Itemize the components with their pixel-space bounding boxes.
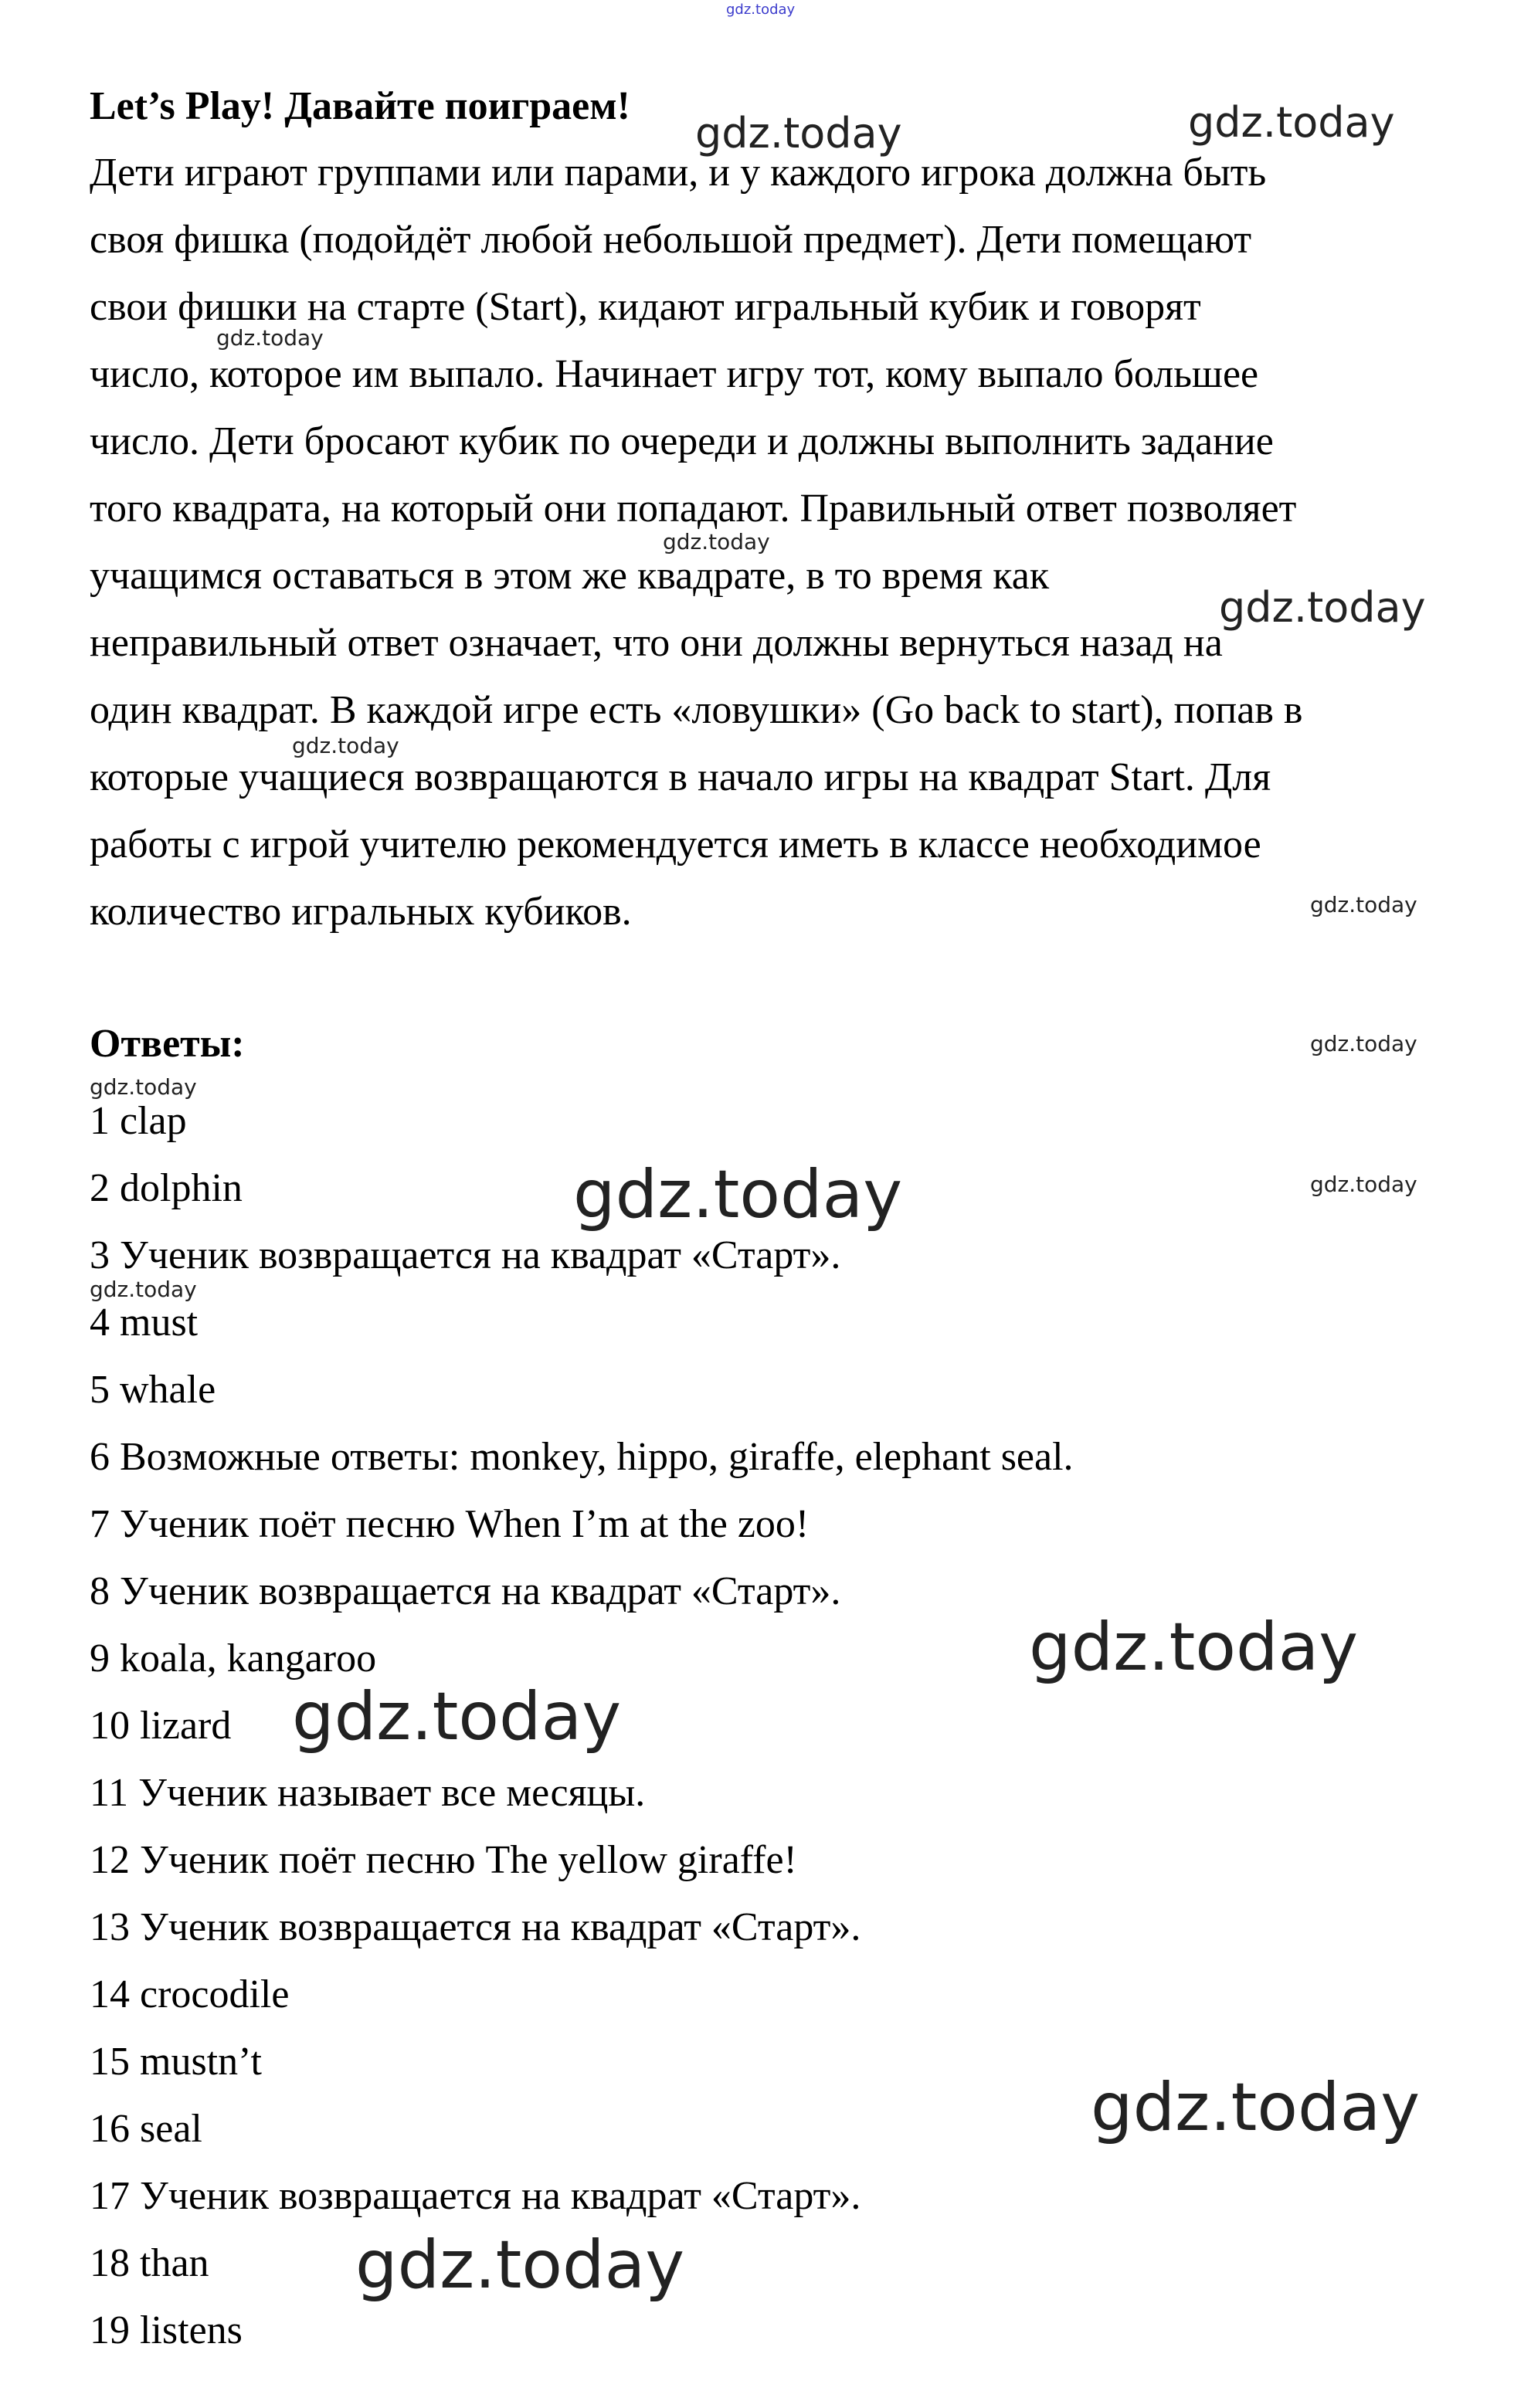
instruction-line: число, которое им выпало. Начинает игру тот, кому выпало большее [90, 352, 1259, 396]
answer-item: 15 mustn’t [90, 2040, 262, 2084]
instruction-line: своя фишка (подойдёт любой небольшой предмет). Дети помещают [90, 218, 1252, 262]
answer-item: 6 Возможные ответы: monkey, hippo, giraffe, elephant seal. [90, 1435, 1074, 1479]
answers-heading: Ответы: [90, 1022, 245, 1066]
instruction-line: неправильный ответ означает, что они должны вернуться назад на [90, 621, 1223, 665]
watermark: gdz.today [1310, 892, 1417, 917]
watermark: gdz.today [1091, 2069, 1421, 2146]
watermark: gdz.today [1310, 1172, 1417, 1197]
watermark: gdz.today [663, 529, 770, 555]
instructions-paragraph [90, 139, 1480, 945]
answer-item: 2 dolphin [90, 1166, 243, 1210]
answer-item: 14 crocodile [90, 1972, 290, 2016]
answer-item: 9 koala, kangaroo [90, 1636, 377, 1681]
watermark: gdz.today [1029, 1609, 1359, 1686]
watermark: gdz.today [216, 325, 324, 351]
answer-item: 12 Ученик поёт песню The yellow giraffe! [90, 1838, 797, 1882]
watermark: gdz.today [726, 2, 796, 18]
instruction-line: работы с игрой учителю рекомендуется иметь в классе необходимое [90, 822, 1261, 867]
answer-item: 5 whale [90, 1368, 216, 1412]
instruction-line: Дети играют группами или парами, и у каждого игрока должна быть [90, 151, 1267, 195]
instruction-line: свои фишки на старте (Start), кидают игральный кубик и говорят [90, 285, 1201, 329]
watermark: gdz.today [90, 1074, 197, 1100]
watermark: gdz.today [695, 109, 902, 158]
answer-item: 3 Ученик возвращается на квадрат «Старт». [90, 1233, 841, 1277]
instruction-line: один квадрат. В каждой игре есть «ловушки» (Go back to start), попав в [90, 688, 1303, 732]
answer-item: 13 Ученик возвращается на квадрат «Старт». [90, 1905, 861, 1949]
instruction-line: учащимся оставаться в этом же квадрате, в то время как [90, 554, 1050, 598]
answer-item: 17 Ученик возвращается на квадрат «Старт». [90, 2174, 861, 2218]
answer-item: 8 Ученик возвращается на квадрат «Старт». [90, 1569, 841, 1613]
watermark: gdz.today [292, 1678, 622, 1755]
instruction-line: того квадрата, на который они попадают. Правильный ответ позволяет [90, 487, 1297, 531]
answer-item: 10 lizard [90, 1704, 232, 1748]
instruction-line: число. Дети бросают кубик по очереди и должны выполнить задание [90, 419, 1274, 463]
watermark: gdz.today [1310, 1031, 1417, 1056]
watermark: gdz.today [1219, 583, 1426, 632]
instruction-line: количество игральных кубиков. [90, 890, 632, 934]
document-title: Let’s Play! Давайте поиграем! [90, 84, 630, 128]
answer-item: 18 than [90, 2241, 209, 2285]
watermark: gdz.today [355, 2227, 685, 2304]
watermark: gdz.today [292, 733, 399, 758]
watermark: gdz.today [573, 1156, 903, 1233]
answer-item: 16 seal [90, 2107, 202, 2151]
watermark: gdz.today [90, 1277, 197, 1302]
answer-item: 1 clap [90, 1099, 187, 1143]
instruction-line: которые учащиеся возвращаются в начало игры на квадрат Start. Для [90, 755, 1271, 799]
answer-item: 7 Ученик поёт песню When I’m at the zoo! [90, 1502, 810, 1546]
answer-item: 19 listens [90, 2308, 243, 2352]
answer-item: 4 must [90, 1301, 199, 1345]
answer-item: 11 Ученик называет все месяцы. [90, 1771, 646, 1815]
watermark: gdz.today [1188, 98, 1395, 147]
